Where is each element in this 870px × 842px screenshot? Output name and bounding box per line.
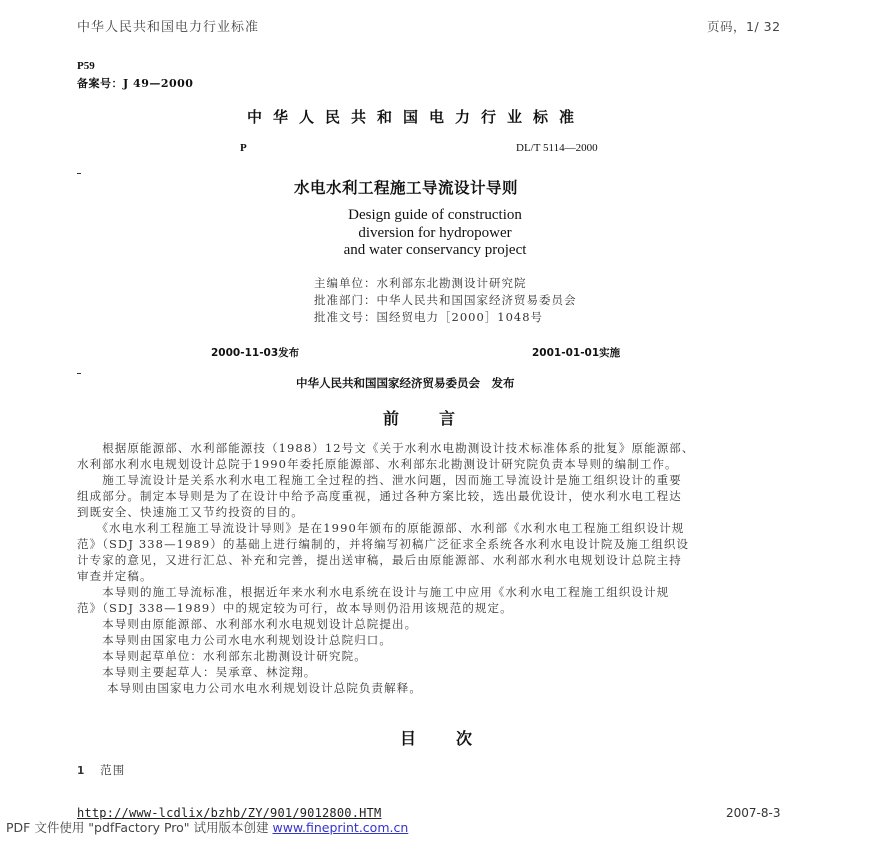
page-number: 页码，1/ 32 <box>707 19 781 34</box>
meta-label: 批准部门： <box>314 293 377 307</box>
preface-line: 本导则起草单位：水利部东北勘测设计研究院。 <box>77 649 367 663</box>
meta-approver <box>314 292 577 309</box>
toc-item[interactable] <box>77 762 125 779</box>
title-en-line: and water conservancy project <box>343 242 527 258</box>
preface-line: 本导则由国家电力公司水电水利规划设计总院负责解释。 <box>77 681 422 695</box>
preface-line: 范》（SDJ 338—1989）的基础上进行编制的，并将编写初稿广泛征求全系统各水利水电设计院及施工组织设 <box>77 537 690 551</box>
preface-line: 范》（SDJ 338—1989）中的规定较为可行，故本导则仍沿用该规范的规定。 <box>77 601 513 615</box>
preface-heading: 前言 <box>383 409 496 428</box>
standard-title: 中华人民共和国电力行业标准 <box>247 108 586 126</box>
preface-line: 水利部水利水电规划设计总院于1990年委托原能源部、水利部东北勘测设计研究院负责本导则的编制工作。 <box>77 457 678 471</box>
title-en-line: Design guide of construction <box>348 207 522 223</box>
toc-item-label: 范围 <box>100 763 126 777</box>
preface-line: 组成部分。制定本导则是为了在设计中给予高度重视，通过各种方案比较，选出最优设计，使水利水电工程达 <box>77 489 682 503</box>
pdf-watermark <box>6 818 408 836</box>
meta-value: 中华人民共和国国家经济贸易委员会 <box>376 293 577 307</box>
document-meta <box>314 275 577 326</box>
meta-approval-no <box>314 309 577 326</box>
title-en-line: diversion for hydropower <box>358 224 512 241</box>
toc-heading: 目次 <box>400 729 513 748</box>
record-number: 备案号：J 49—2000 <box>77 77 194 90</box>
preface-line: 计专家的意见，又进行汇总、补充和完善，提出送审稿，最后由原能源部、水利部水利水电规划设计总院主持 <box>77 553 682 567</box>
source-url[interactable]: http://www-lcdlix/bzhb/ZY/901/9012800.HTM <box>77 806 382 820</box>
document-title-en <box>285 207 585 260</box>
meta-value: 水利部东北勘测设计研究院 <box>376 276 527 290</box>
toc-item-number: 1 <box>77 765 86 777</box>
standard-number: DL/T 5114—2000 <box>516 142 598 154</box>
fineprint-link[interactable]: www.fineprint.com.cn <box>272 820 409 835</box>
meta-label: 批准文号： <box>314 310 377 324</box>
effective-date: 2001-01-01实施 <box>532 347 621 359</box>
classification-code: P59 <box>77 60 95 72</box>
preface-body <box>77 440 695 696</box>
divider-mark <box>77 173 81 174</box>
divider-mark <box>77 373 81 374</box>
preface-line: 《水电水利工程施工导流设计导则》是在1990年颁布的原能源部、水利部《水利水电工程施工组织设计规 <box>77 521 685 535</box>
preface-line: 本导则主要起草人：吴承章、林淀翔。 <box>77 665 317 679</box>
meta-value: 国经贸电力［2000］1048号 <box>376 310 544 324</box>
document-title-cn: 水电水利工程施工导流设计导则 <box>294 178 519 197</box>
preface-line: 本导则的施工导流标准，根据近年来水利水电系统在设计与施工中应用《水利水电工程施工组织设计规 <box>77 585 670 599</box>
preface-line: 根据原能源部、水利部能源技（1988）12号文《关于水利水电勘测设计技术标准体系的批复》原能源部、 <box>77 441 695 455</box>
page-header-title: 中华人民共和国电力行业标准 <box>77 20 260 35</box>
preface-line: 施工导流设计是关系水利水电工程施工全过程的挡、泄水问题，因而施工导流设计是施工组织设计的重要 <box>77 473 682 487</box>
preface-line: 本导则由国家电力公司水电水利规划设计总院归口。 <box>77 633 392 647</box>
meta-label: 主编单位： <box>314 276 377 290</box>
publisher: 中华人民共和国国家经济贸易委员会 发布 <box>296 376 515 390</box>
preface-line: 本导则由原能源部、水利部水利水电规划设计总院提出。 <box>77 617 418 631</box>
watermark-text: PDF 文件使用 "pdfFactory Pro" 试用版本创建 <box>6 820 273 835</box>
standard-category: P <box>240 142 247 154</box>
print-date: 2007-8-3 <box>726 806 781 820</box>
preface-line: 审查并定稿。 <box>77 569 153 583</box>
preface-line: 到既安全、快速施工又节约投资的目的。 <box>77 505 304 519</box>
issue-date: 2000-11-03发布 <box>211 347 300 359</box>
meta-editor <box>314 275 577 292</box>
